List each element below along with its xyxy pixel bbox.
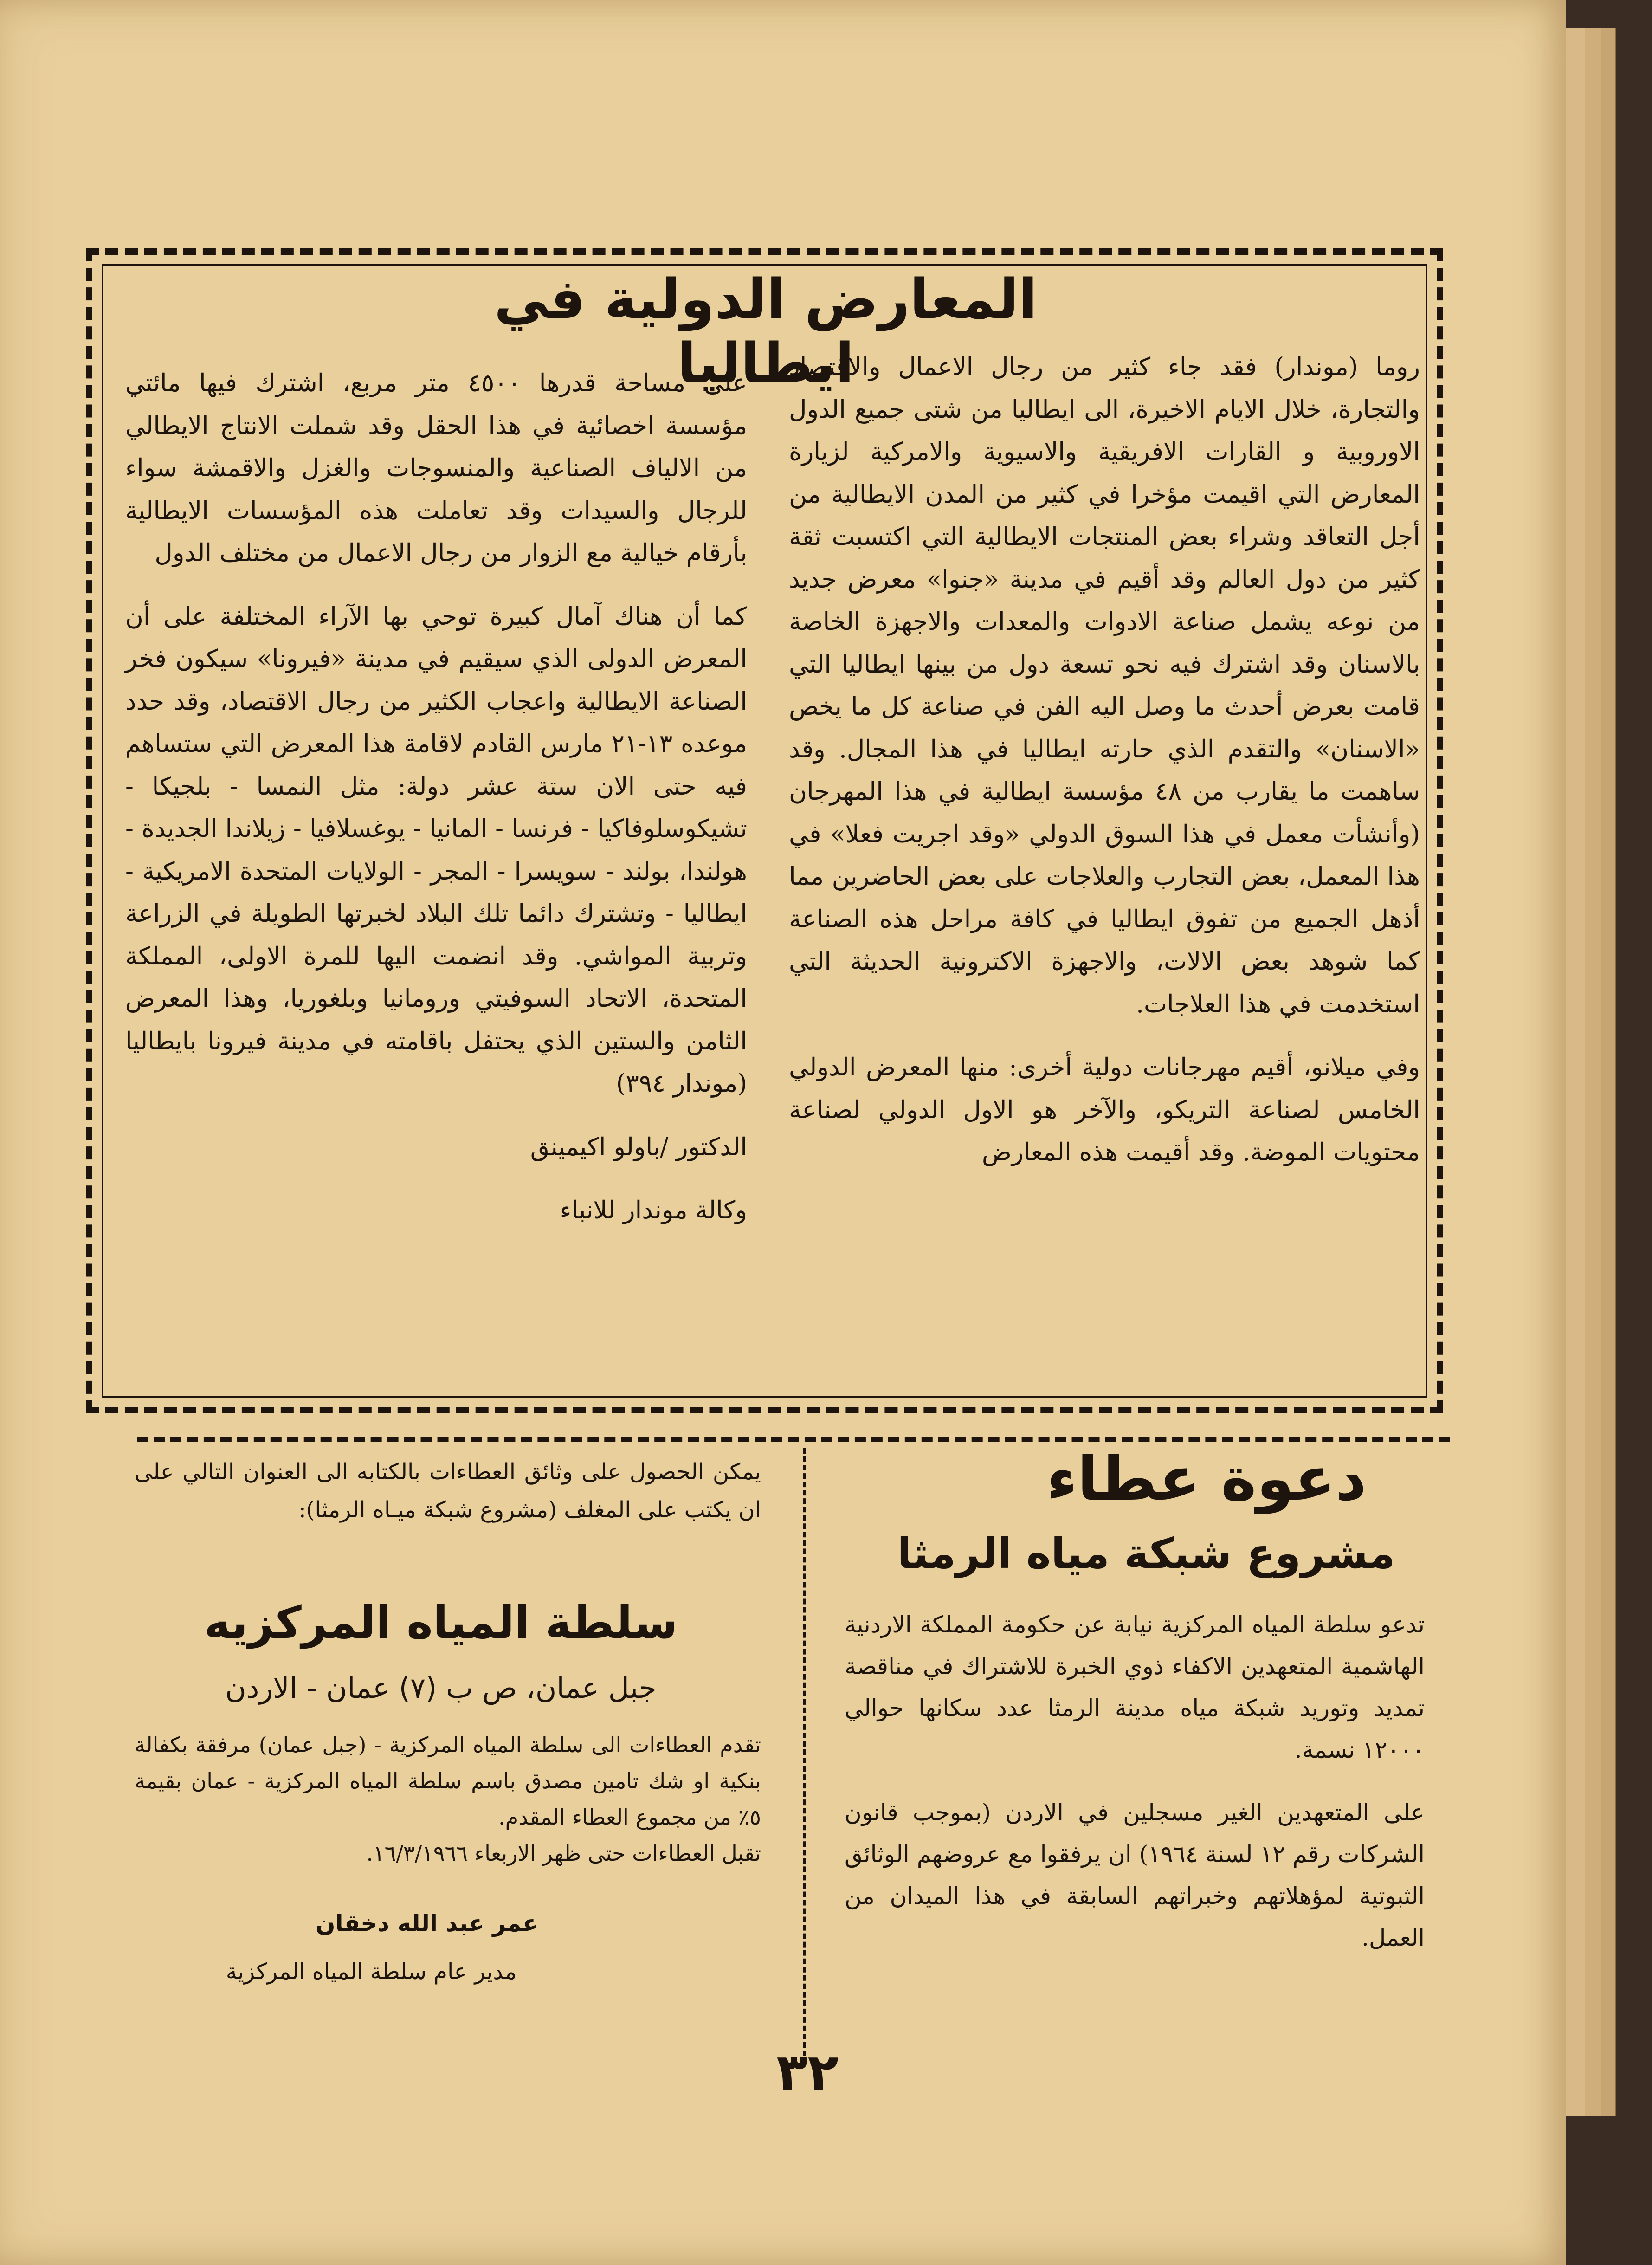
page-edge bbox=[1585, 28, 1602, 2116]
tender-paragraph: على المتعهدين الغير مسجلين في الاردن (بموجب قانون الشركات رقم ١٢ لسنة ١٩٦٤) ان يرفقوا مع عروضهم الوثائق الثبوتية لمؤهلاتهم وخبراتهم السابقة في هذا الميدان من العمل. bbox=[845, 1799, 1425, 1951]
page-edge bbox=[1601, 28, 1616, 2116]
tender-paragraph: تدعو سلطة المياه المركزية نيابة عن حكومة المملكة الاردنية الهاشمية المتعهدين الاكفاء ذوي الخبرة للاشتراك في مناقصة تمديد وتوريد شبكة مياه مدينة الرمثا عدد سكانها حوالي ١٢٠٠٠ نسمة. bbox=[845, 1611, 1425, 1763]
article-right-column bbox=[789, 346, 1420, 1195]
column-divider bbox=[803, 1448, 806, 2056]
tender-deadline: تقبل العطاءات حتى ظهر الاربعاء ١٦/٣/١٩٦٦. bbox=[366, 1841, 761, 1866]
tender-subheadline: مشروع شبكة مياه الرمثا bbox=[897, 1529, 1395, 1578]
tender-terms-text: تقدم العطاءات الى سلطة المياه المركزية - (جبل عمان) مرفقة بكفالة بنكية او شك تامين مصدق باسم سلطة المياه المركزية - عمان بقيمة ٥٪ من مجموع العطاء المقدم. bbox=[135, 1732, 761, 1830]
tender-right-column bbox=[845, 1604, 1425, 1980]
article-title: المعارض الدولية في ايطاليا bbox=[494, 267, 1038, 395]
page-number: ٣٢ bbox=[776, 2042, 839, 2102]
page-edge bbox=[1566, 28, 1586, 2116]
tender-headline: دعوة عطاء bbox=[1046, 1443, 1367, 1514]
tender-terms bbox=[135, 1727, 761, 1871]
news-agency: وكالة موندار للانباء bbox=[560, 1196, 747, 1224]
signer-name: عمر عبد الله دخقان bbox=[315, 1910, 539, 1937]
article-author: الدكتور /باولو اكيمينق bbox=[530, 1132, 747, 1161]
article-left-column bbox=[125, 362, 747, 1253]
tender-intro: يمكن الحصول على وثائق العطاءات بالكتابه الى العنوان التالي على ان يكتب على المغلف (مشروع شبكة ميـاه الرمثا): bbox=[135, 1459, 761, 1523]
signer-title: مدير عام سلطة المياه المركزية bbox=[226, 1959, 517, 1985]
article-paragraph: روما (موندار) فقد جاء كثير من رجال الاعمال والاقتصاد والتجارة، خلال الايام الاخيرة، الى ايطاليا من شتى جميع الدول الاوروبية و القارات الافريقية والاسيوية والامركية لزيارة المعارض التي اقيمت مؤخرا في كثير من المدن الايطالية من أجل التعاقد وشراء بعض المنتجات الايطالية التي اكتسبت ثقة كثير من دول العالم وقد أقيم في مدينة «جنوا» معرض جديد من نوعه يشمل صناعة الادوات والمعدات والاجهزة الخاصة بالاسنان وقد اشترك فيه نحو تسعة دول من بينها ايطاليا التي قامت بعرض أحدث ما وصل اليه الفن في صناعة كل ما يخص «الاسنان» والتقدم الذي حارته ايطاليا في هذا المجال. وقد ساهمت ما يقارب من ٤٨ مؤسسة ايطالية في هذا المهرجان (وأنشأت معمل في هذا السوق الدولي «وقد اجريت فعلا» في هذا المعمل، بعض التجارب والعلاجات على بعض الحاضرين مما أذهل الجميع من تفوق ايطاليا في كافة مراحل هذه الصناعة كما شوهد بعض الالات، والاجهزة الاكترونية الحديثة التي استخدمت في هذا العلاجات. bbox=[789, 353, 1420, 1018]
authority-address: جبل عمان، ص ب (٧) عمان - الاردن bbox=[225, 1671, 657, 1705]
article-paragraph: على مساحة قدرها ٤٥٠٠ متر مربع، اشترك فيها مائتي مؤسسة اخصائية في هذا الحقل وقد شملت الانتاج الايطالي من الالياف الصناعية والمنسوجات والغزل والاقمشة سواء للرجال والسيدات وقد تعاملت هذه المؤسسات الايطالية بأرقام خيالية مع الزوار من رجال الاعمال من مختلف الدول bbox=[125, 369, 747, 567]
article-paragraph: وفي ميلانو، أقيم مهرجانات دولية أخرى: منها المعرض الدولي الخامس لصناعة التريكو، والآخر هو الاول الدولي لصناعة محتويات الموضة. وقد أقيمت هذه المعارض bbox=[789, 1053, 1420, 1166]
water-authority-name: سلطة المياه المركزيه bbox=[204, 1597, 678, 1649]
article-paragraph: كما أن هناك آمال كبيرة توحي بها الآراء المختلفة على أن المعرض الدولى الذي سيقيم في مدينة «فيرونا» سيكون فخر الصناعة الايطالية واعجاب الكثير من رجال الاقتصاد، وقد حدد موعده ١٣-٢١ مارس القادم لاقامة هذا المعرض التي ستساهم فيه حتى الان ستة عشر دولة: مثل النمسا - بلجيكا - تشيكوسلوفاكيا - فرنسا - المانيا - يوغسلافيا - زيلاندا الجديدة - هولندا، بولند - سويسرا - المجر - الولايات المتحدة الامريكية - ايطاليا - وتشترك دائما تلك البلاد لخبرتها الطويلة في الزراعة وتربية المواشي. وقد انضمت اليها للمرة الاولى، المملكة المتحدة، الاتحاد السوفيتي ورومانيا وبلغوريا، وهذا المعرض الثامن والستين الذي يحتفل باقامته في مدينة فيرونا بايطاليا (موندار ٣٩٤) bbox=[125, 602, 747, 1098]
